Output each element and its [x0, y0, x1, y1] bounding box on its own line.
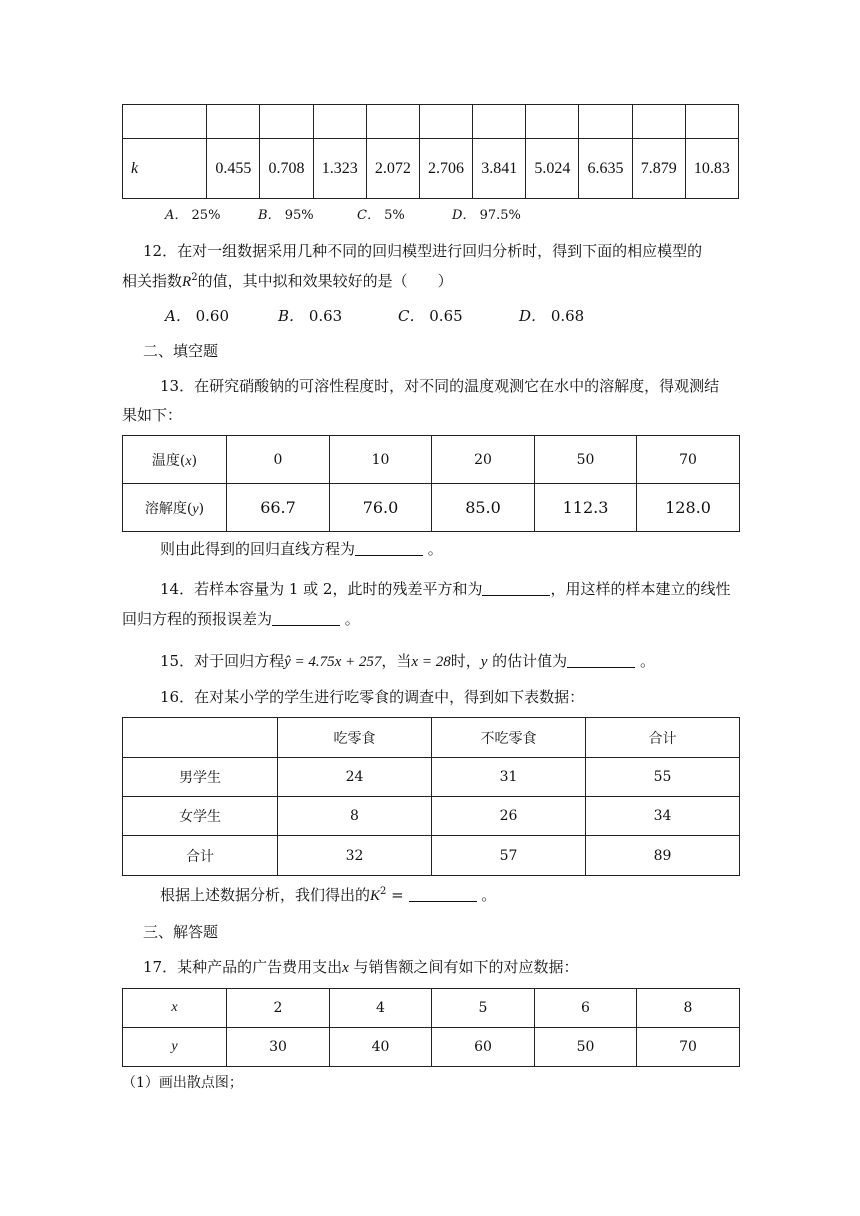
- header-cell: [123, 718, 278, 758]
- k-label: k: [123, 139, 207, 199]
- data-cell: 24: [278, 758, 432, 797]
- header-cell: 吃零食: [278, 718, 432, 758]
- temperature-cell: 0: [227, 436, 330, 484]
- k-value: 7.879: [632, 139, 685, 199]
- k-table-blank-cell: [419, 105, 472, 139]
- k-table-blank-cell: [473, 105, 526, 139]
- x-cell: 4: [330, 989, 432, 1028]
- y-cell: 50: [535, 1028, 637, 1067]
- data-cell: 55: [586, 758, 740, 797]
- row-label: 男学生: [123, 758, 278, 797]
- solubility-cell: 112.3: [535, 484, 637, 532]
- k-table-blank-cell: [632, 105, 685, 139]
- k-table-blank-cell: [313, 105, 366, 139]
- k-table-blank-cell: [207, 105, 260, 139]
- row-label: 合计: [123, 836, 278, 876]
- data-cell: 57: [432, 836, 586, 876]
- solubility-cell: 85.0: [432, 484, 535, 532]
- q15-answer-blank[interactable]: [567, 653, 635, 668]
- k-value-table: [122, 104, 739, 199]
- k-table-blank-cell: [685, 105, 738, 139]
- solubility-cell: 76.0: [330, 484, 432, 532]
- k-value: 10.83: [685, 139, 738, 199]
- q17-line: 17．某种产品的广告费用支出x 与销售额之间有如下的对应数据：: [143, 958, 579, 976]
- q11-option-d: D． 97.5%: [452, 208, 521, 223]
- q13-answer-blank[interactable]: [355, 541, 423, 556]
- k-value: 1.323: [313, 139, 366, 199]
- q12-option-d: D． 0.68: [519, 307, 585, 325]
- data-cell: 34: [586, 797, 740, 836]
- q16-answer-line: 根据上述数据分析，我们得出的$K^2$ = 。: [160, 886, 497, 904]
- x-cell: 6: [535, 989, 637, 1028]
- k-table-blank-cell: [579, 105, 632, 139]
- q17-part1: （1）画出散点图；: [122, 1075, 243, 1091]
- temperature-cell: 20: [432, 436, 535, 484]
- q16-answer-blank[interactable]: [409, 887, 477, 902]
- k-value: 6.635: [579, 139, 632, 199]
- k-value: 0.708: [260, 139, 313, 199]
- q12-options: [0, 305, 860, 325]
- data-cell: 89: [586, 836, 740, 876]
- q12-option-c: C． 0.65: [398, 307, 463, 325]
- q15-line: 15．对于回归方程ŷ = 4.75x + 257，当x = 28时，y 的估计值为 。: [160, 652, 655, 670]
- row-label: 女学生: [123, 797, 278, 836]
- y-cell: 40: [330, 1028, 432, 1067]
- temperature-cell: 50: [535, 436, 637, 484]
- k-value: 2.072: [366, 139, 419, 199]
- section-fill-in-title: 二、填空题: [143, 342, 219, 360]
- k-value: 2.706: [419, 139, 472, 199]
- k-value: 3.841: [473, 139, 526, 199]
- q13-line1: 13．在研究硝酸钠的可溶性程度时，对不同的温度观测它在水中的溶解度，得观测结: [160, 377, 720, 395]
- y-cell: 70: [637, 1028, 740, 1067]
- header-cell: 合计: [586, 718, 740, 758]
- x-cell: 8: [637, 989, 740, 1028]
- q14-blank-1[interactable]: [482, 581, 550, 596]
- temperature-label: 温度(x): [123, 436, 227, 484]
- x-cell: 5: [432, 989, 535, 1028]
- q16-line: 16．在对某小学的学生进行吃零食的调查中，得到如下表数据：: [160, 688, 585, 706]
- k-table-blank-cell: [260, 105, 313, 139]
- q14-blank-2[interactable]: [272, 611, 340, 626]
- data-cell: 32: [278, 836, 432, 876]
- y-cell: 30: [227, 1028, 330, 1067]
- solubility-cell: 66.7: [227, 484, 330, 532]
- y-cell: 60: [432, 1028, 535, 1067]
- data-cell: 26: [432, 797, 586, 836]
- k-table-blank-cell: [526, 105, 579, 139]
- solubility-cell: 128.0: [637, 484, 740, 532]
- q12-line1: 12．在对一组数据采用几种不同的回归模型进行回归分析时，得到下面的相应模型的: [143, 242, 703, 260]
- section-answer-title: 三、解答题: [143, 923, 219, 941]
- x-label: x: [123, 989, 227, 1028]
- q12-option-b: B． 0.63: [278, 307, 343, 325]
- data-cell: 8: [278, 797, 432, 836]
- temperature-cell: 10: [330, 436, 432, 484]
- q13-answer-line: 则由此得到的回归直线方程为 。: [160, 540, 443, 558]
- k-value: 0.455: [207, 139, 260, 199]
- q14-line1: 14．若样本容量为 1 或 2，此时的残差平方和为 ，用这样的样本建立的线性: [160, 580, 731, 598]
- x-cell: 2: [227, 989, 330, 1028]
- data-cell: 31: [432, 758, 586, 797]
- q11-option-a: A． 25%: [165, 208, 221, 223]
- snack-survey-table: [122, 717, 740, 876]
- temperature-cell: 70: [637, 436, 740, 484]
- q14-line2: 回归方程的预报误差为 。: [122, 610, 360, 628]
- regression-equation: ŷ = 4.75x + 257: [284, 654, 382, 670]
- solubility-label: 溶解度(y): [123, 484, 227, 532]
- k-table-blank-cell: [366, 105, 419, 139]
- k-table-blank-cell: [123, 105, 207, 139]
- solubility-table: [122, 435, 740, 532]
- header-cell: 不吃零食: [432, 718, 586, 758]
- q11-option-c: C． 5%: [357, 208, 405, 223]
- q12-line2: 相关指数$R^2$的值，其中拟和效果较好的是（ ）: [122, 272, 453, 290]
- y-label: y: [123, 1028, 227, 1067]
- ad-sales-table: [122, 988, 740, 1067]
- q12-option-a: A． 0.60: [165, 307, 230, 325]
- q11-options: [0, 204, 860, 224]
- q11-option-b: B． 95%: [258, 208, 314, 223]
- q13-line2: 果如下：: [122, 406, 183, 424]
- k-value: 5.024: [526, 139, 579, 199]
